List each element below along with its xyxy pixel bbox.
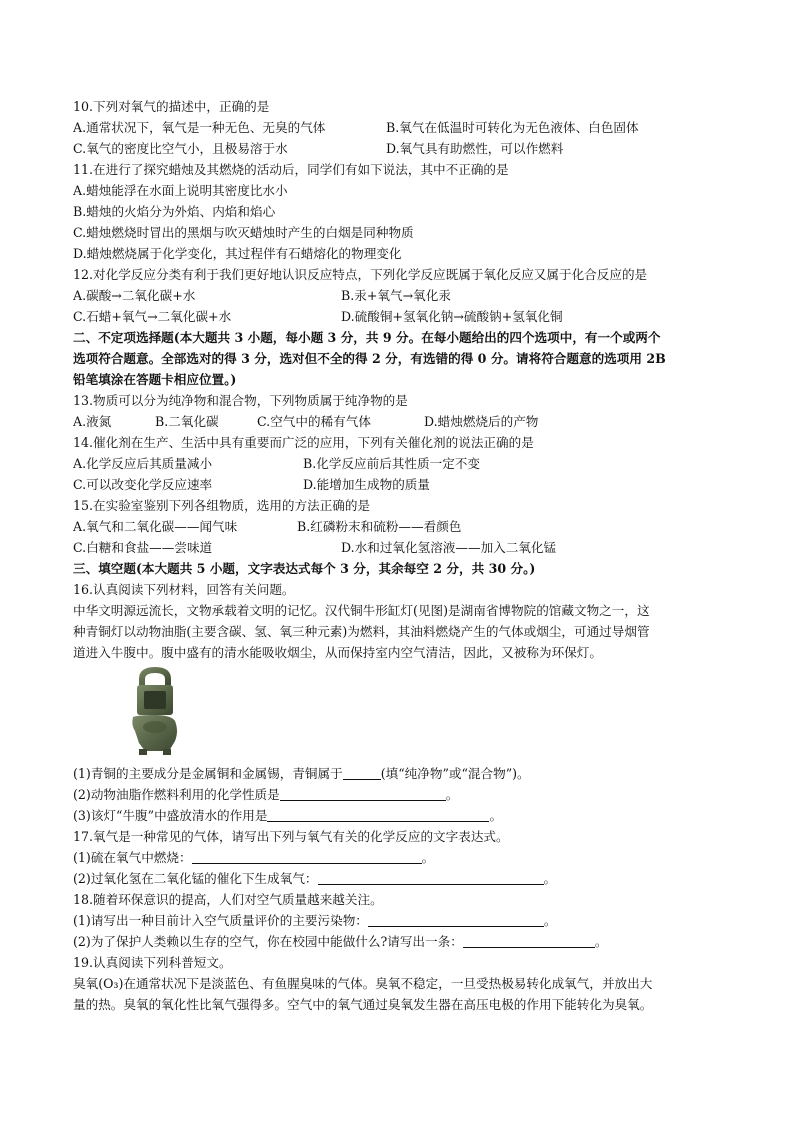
q19-passage-line1: 臭氧(O₃)在通常状况下是淡蓝色、有鱼腥臭味的气体。臭氧不稳定，一旦受热极易转化成氧气，并放出大 <box>73 976 653 991</box>
q15-stem: 15.在实验室鉴别下列各组物质，选用的方法正确的是 <box>73 498 371 513</box>
q15-option-b: B.红磷粉末和硫粉——看颜色 <box>297 519 462 534</box>
q17-sub2-blank[interactable] <box>318 870 544 885</box>
q15-option-a: A.氧气和二氧化碳——闻气味 <box>73 519 238 534</box>
q10-stem: 10.下列对氧气的描述中，正确的是 <box>73 99 270 114</box>
q17-sub1-text: (1)硫在氧气中燃烧： <box>73 850 192 865</box>
q13-option-a: A.液氮 <box>73 414 112 429</box>
q16-sub1-suffix: (填“纯净物”或“混合物”)。 <box>380 766 530 781</box>
q12-option-b: B.汞+氧气→氧化汞 <box>341 288 451 303</box>
q16-passage-line2: 种青铜灯以动物油脂(主要含碳、氢、氧三种元素)为燃料，其油料燃烧产生的气体或烟尘，可通过导烟管 <box>73 624 650 639</box>
q11-option-a: A.蜡烛能浮在水面上说明其密度比水小 <box>73 183 288 198</box>
q14-option-d: D.能增加生成物的质量 <box>303 477 430 492</box>
section2-heading-line2: 选项符合题意。全部选对的得 3 分，选对但不全的得 2 分，有选错的得 0 分。请将符合题意的选项用 2B <box>73 351 666 366</box>
q16-sub2-text: (2)动物油脂作燃料利用的化学性质是 <box>73 787 280 802</box>
q16-passage-line3: 道进入牛腹中。腹中盛有的清水能吸收烟尘，从而保持室内空气清洁，因此，又被称为环保灯。 <box>73 645 602 660</box>
q18-sub1-text: (1)请写出一种目前计入空气质量评价的主要污染物： <box>73 913 368 928</box>
q19-stem: 19.认真阅读下列科普短文。 <box>73 955 232 970</box>
q18-sub2-text: (2)为了保护人类赖以生存的空气，你在校园中能做什么?请写出一条： <box>73 934 463 949</box>
q16-stem: 16.认真阅读下列材料，回答有关问题。 <box>73 582 295 597</box>
q13-options <box>73 411 723 432</box>
bronze-lamp-figure <box>73 663 723 763</box>
q13-option-d: D.蜡烛燃烧后的产物 <box>424 414 539 429</box>
q10-option-a: A.通常状况下，氧气是一种无色、无臭的气体 <box>73 120 326 135</box>
q17-sub2-suffix: 。 <box>543 871 557 886</box>
q16-sub3-suffix: 。 <box>489 808 503 823</box>
q18-sub2-suffix: 。 <box>594 934 608 949</box>
q13-option-b: B.二氧化碳 <box>155 414 219 429</box>
q17-sub2 <box>73 868 723 889</box>
q15-option-d: D.水和过氧化氢溶液——加入二氧化锰 <box>341 540 557 555</box>
q19-passage-line2: 量的热。臭氧的氧化性比氧气强得多。空气中的氧气通过臭氧发生器在高压电极的作用下能转化为臭氧。 <box>73 997 653 1012</box>
bronze-ox-lamp-image <box>125 665 185 757</box>
q14-options-cd <box>73 474 723 495</box>
q18-sub2 <box>73 931 723 952</box>
q18-sub1-suffix: 。 <box>543 913 557 928</box>
q17-sub1-suffix: 。 <box>421 850 435 865</box>
q18-sub1 <box>73 910 723 931</box>
q13-option-c: C.空气中的稀有气体 <box>257 414 371 429</box>
q12-option-a: A.碳酸→二氧化碳+水 <box>73 288 196 303</box>
q16-sub3-blank[interactable] <box>267 807 489 822</box>
q13-stem: 13.物质可以分为纯净物和混合物，下列物质属于纯净物的是 <box>73 393 408 408</box>
q15-option-c: C.白糖和食盐——尝味道 <box>73 540 213 555</box>
q11-stem: 11.在进行了探究蜡烛及其燃烧的活动后，同学们有如下说法，其中不正确的是 <box>73 162 509 177</box>
q16-passage-line1: 中华文明源远流长，文物承载着文明的记忆。汉代铜牛形缸灯(见图)是湖南省博物院的馆藏文物之一，这 <box>73 603 650 618</box>
q16-sub1-blank[interactable] <box>343 765 381 780</box>
q16-sub1-text: (1)青铜的主要成分是金属铜和金属锡，青铜属于 <box>73 766 343 781</box>
section3-heading: 三、填空题(本大题共 5 小题，文字表达式每个 3 分，其余每空 2 分，共 30 分。) <box>73 561 536 576</box>
section2-heading-line3: 铅笔填涂在答题卡相应位置。) <box>73 372 237 387</box>
q17-sub2-text: (2)过氧化氢在二氧化锰的催化下生成氧气： <box>73 871 318 886</box>
q14-options-ab <box>73 453 723 474</box>
q10-options-ab <box>73 117 723 138</box>
exam-content <box>73 96 723 1015</box>
section2-heading-line1: 二、不定项选择题(本大题共 3 小题，每小题 3 分，共 9 分。在每小题给出的四个选项中，有一个或两个 <box>73 330 661 345</box>
q11-option-b: B.蜡烛的火焰分为外焰、内焰和焰心 <box>73 204 276 219</box>
q10-option-d: D.氧气具有助燃性，可以作燃料 <box>386 141 564 156</box>
q17-sub1 <box>73 847 723 868</box>
q14-stem: 14.催化剂在生产、生活中具有重要而广泛的应用，下列有关催化剂的说法正确的是 <box>73 435 534 450</box>
q17-sub1-blank[interactable] <box>192 849 422 864</box>
q16-sub2-suffix: 。 <box>445 787 459 802</box>
q11-option-c: C.蜡烛燃烧时冒出的黑烟与吹灭蜡烛时产生的白烟是同种物质 <box>73 225 414 240</box>
q14-option-a: A.化学反应后其质量减小 <box>73 456 213 471</box>
q12-stem: 12.对化学反应分类有利于我们更好地认识反应特点，下列化学反应既属于氧化反应又属于化合反应的是 <box>73 267 648 282</box>
q17-stem: 17.氧气是一种常见的气体，请写出下列与氧气有关的化学反应的文字表达式。 <box>73 829 509 844</box>
q15-options-cd <box>73 537 723 558</box>
q12-option-d: D.硫酸铜+氢氧化钠→硫酸钠+氢氧化铜 <box>341 309 563 324</box>
q16-sub1 <box>73 763 723 784</box>
q11-option-d: D.蜡烛燃烧属于化学变化，其过程伴有石蜡熔化的物理变化 <box>73 246 402 261</box>
q14-option-c: C.可以改变化学反应速率 <box>73 477 213 492</box>
q16-sub2-blank[interactable] <box>280 786 446 801</box>
q12-options-cd <box>73 306 723 327</box>
q15-options-ab <box>73 516 723 537</box>
q16-sub3-text: (3)该灯“牛腹”中盛放清水的作用是 <box>73 808 268 823</box>
q10-options-cd <box>73 138 723 159</box>
q10-option-b: B.氧气在低温时可转化为无色液体、白色固体 <box>386 120 639 135</box>
q18-sub1-blank[interactable] <box>368 912 544 927</box>
q18-stem: 18.随着环保意识的提高，人们对空气质量越来越关注。 <box>73 892 383 907</box>
q14-option-b: B.化学反应前后其性质一定不变 <box>303 456 480 471</box>
q10-option-c: C.氧气的密度比空气小，且极易溶于水 <box>73 141 288 156</box>
q18-sub2-blank[interactable] <box>463 933 595 948</box>
q12-option-c: C.石蜡+氧气→二氧化碳+水 <box>73 309 232 324</box>
q16-sub3 <box>73 805 723 826</box>
q16-sub2 <box>73 784 723 805</box>
q12-options-ab <box>73 285 723 306</box>
